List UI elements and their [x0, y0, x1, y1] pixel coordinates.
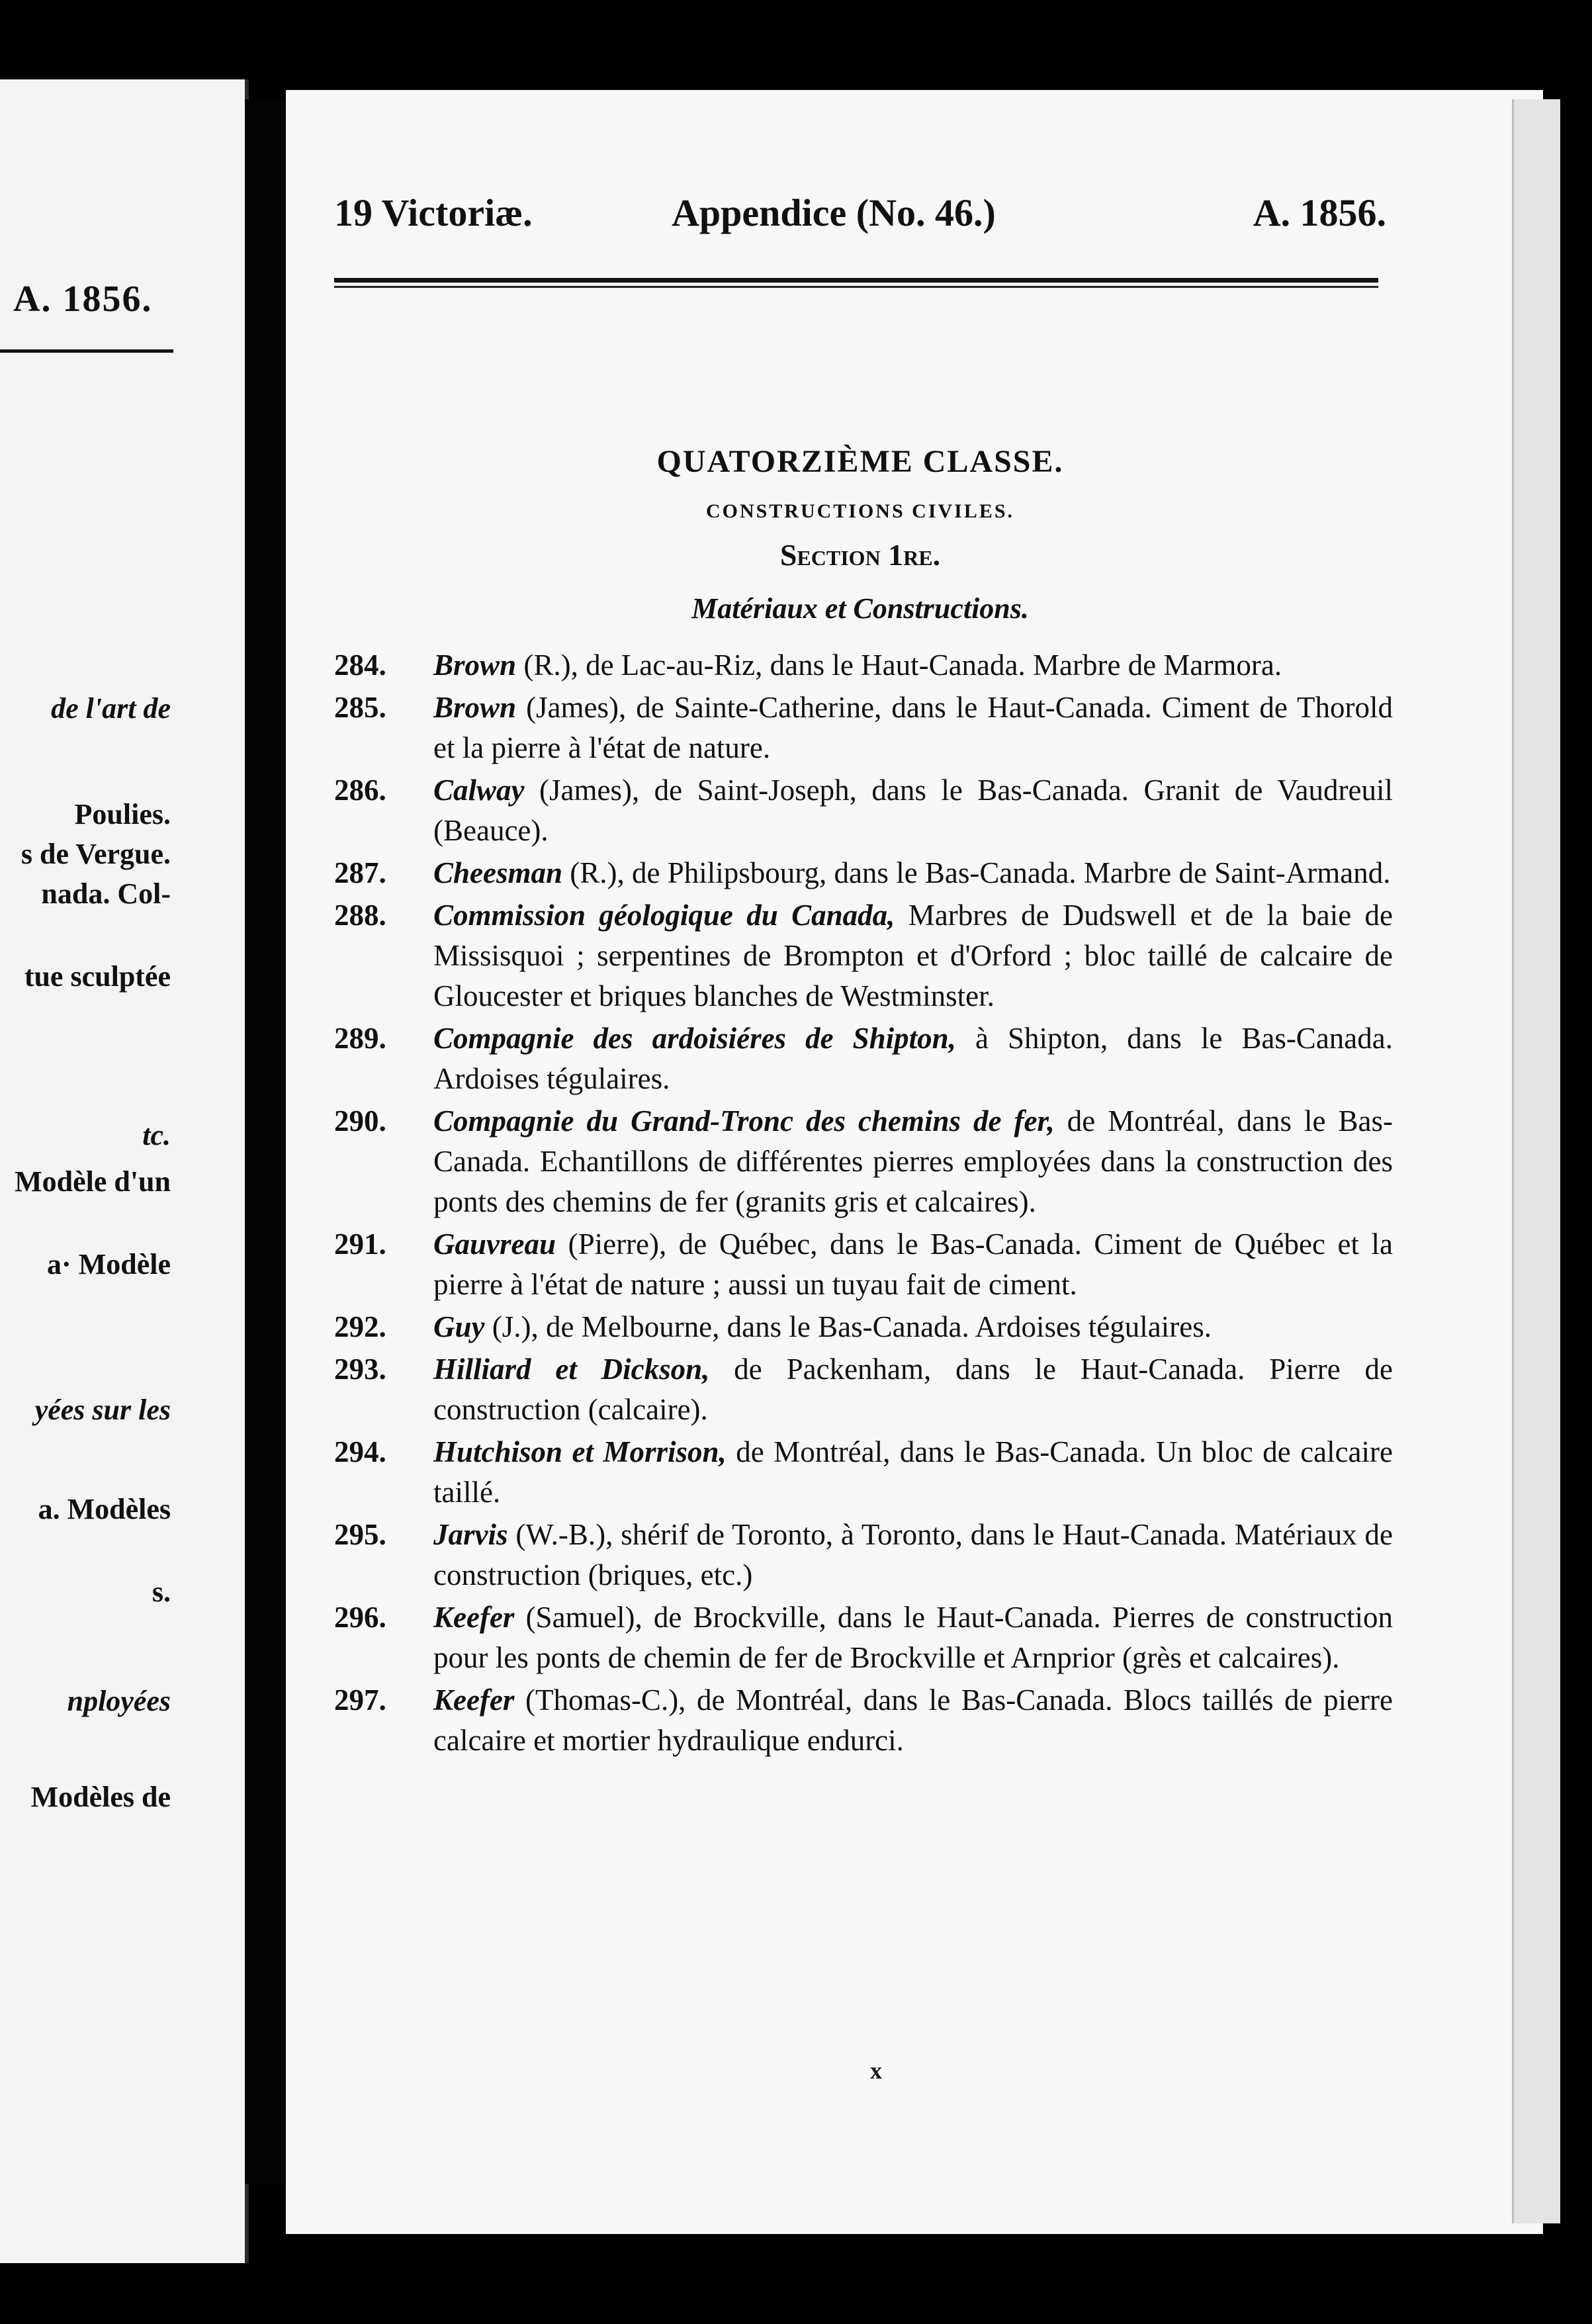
- entry-description: (James), de Saint-Joseph, dans le Bas-Canada. Granit de Vaudreuil (Beauce).: [433, 774, 1393, 847]
- entry-number: 297.: [334, 1683, 386, 1717]
- left-fragment-line: de l'art de: [51, 692, 171, 725]
- entry-number: 296.: [334, 1601, 386, 1634]
- entry-description: de Montréal, dans le Bas-Canada. Echantillons de différentes pierres employées dans la construction des ponts des chemins de fer (granits gris et calcaires).: [433, 1104, 1393, 1218]
- entry-number: 286.: [334, 774, 386, 807]
- entry-number: 291.: [334, 1228, 386, 1261]
- entry-exhibitor-name: Hutchison et Morrison,: [433, 1435, 727, 1468]
- catalog-entry: [334, 853, 1393, 893]
- entry-exhibitor-name: Cheesman: [433, 856, 563, 889]
- left-fragment-line: tue sculptée: [24, 960, 171, 993]
- left-fragment-line: nployées: [67, 1685, 171, 1717]
- entry-number: 294.: [334, 1435, 386, 1468]
- left-fragment-line: Modèles de: [30, 1781, 171, 1813]
- entry-exhibitor-name: Guy: [433, 1310, 485, 1343]
- catalog-entry: [334, 1307, 1393, 1347]
- left-fragment-line: tc.: [142, 1119, 171, 1151]
- entry-exhibitor-name: Jarvis: [433, 1518, 508, 1551]
- entry-description: (W.-B.), shérif de Toronto, à Toronto, dans le Haut-Canada. Matériaux de construction (briques, etc.): [433, 1518, 1393, 1591]
- entry-number: 284.: [334, 648, 386, 682]
- entry-exhibitor-name: Brown: [433, 648, 517, 682]
- entry-exhibitor-name: Gauvreau: [433, 1228, 556, 1261]
- entry-number: 287.: [334, 856, 386, 889]
- entry-description: (R.), de Lac-au-Riz, dans le Haut-Canada. Marbre de Marmora.: [516, 648, 1282, 682]
- catalog-entry: [334, 1349, 1393, 1430]
- catalog-entry: [334, 645, 1393, 686]
- entry-description: Marbres de Dudswell et de la baie de Missisquoi ; serpentines de Brompton et d'Orford ; bloc taillé de calcaire de Gloucester et briques blanches de Westminster.: [433, 899, 1393, 1012]
- header-rule-thin: [334, 286, 1378, 288]
- left-fragment-line: a· Modèle: [47, 1248, 171, 1280]
- page-edge: [1512, 99, 1560, 2223]
- left-page-rule: [0, 349, 173, 353]
- catalog-entry: [334, 1515, 1393, 1595]
- catalog-entry: [334, 1018, 1393, 1099]
- left-fragment-line: Modèle d'un: [15, 1165, 171, 1198]
- entry-description: (James), de Sainte-Catherine, dans le Haut-Canada. Ciment de Thorold et la pierre à l'état de nature.: [433, 691, 1393, 764]
- entry-description: (J.), de Melbourne, dans le Bas-Canada. Ardoises tégulaires.: [484, 1310, 1212, 1343]
- entry-exhibitor-name: Keefer: [433, 1683, 515, 1717]
- section-title: Section 1re.: [779, 538, 941, 572]
- footer-signature-mark: x: [870, 2057, 882, 2084]
- catalog-entry: [334, 1101, 1393, 1222]
- running-head-center: Appendice (No. 46.): [672, 191, 996, 234]
- left-page-fragment: [0, 79, 249, 2263]
- entry-exhibitor-name: Brown: [433, 691, 517, 724]
- entry-description: de Montréal, dans le Bas-Canada. Un bloc de calcaire taillé.: [433, 1435, 1393, 1509]
- entry-number: 285.: [334, 691, 386, 724]
- catalog-entry: [334, 770, 1393, 851]
- running-head: [334, 191, 1386, 244]
- left-fragment-line: s de Vergue.: [21, 838, 171, 870]
- entry-description: à Shipton, dans le Bas-Canada. Ardoises tégulaires.: [433, 1022, 1393, 1095]
- catalog-entry: [334, 895, 1393, 1016]
- left-fragment-line: s.: [152, 1576, 171, 1608]
- entry-description: (Thomas-C.), de Montréal, dans le Bas-Canada. Blocs taillés de pierre calcaire et mortier hydraulique endurci.: [433, 1683, 1393, 1757]
- left-page-header: A. 1856.: [13, 279, 153, 320]
- running-head-right: A. 1856.: [1253, 191, 1386, 234]
- header-rule-thick: [334, 278, 1378, 283]
- entry-number: 293.: [334, 1353, 386, 1386]
- catalog-entry: [334, 1224, 1393, 1305]
- class-subtitle: CONSTRUCTIONS CIVILES.: [705, 500, 1015, 522]
- catalog-entry: [334, 1432, 1393, 1513]
- catalog-entry: [334, 1680, 1393, 1761]
- entry-list: [334, 645, 1393, 1763]
- entry-number: 288.: [334, 899, 386, 932]
- entry-exhibitor-name: Hilliard et Dickson,: [433, 1353, 710, 1386]
- left-fragment-line: nada. Col-: [41, 877, 171, 910]
- entry-exhibitor-name: Compagnie des ardoisiéres de Shipton,: [433, 1022, 956, 1055]
- entry-number: 290.: [334, 1104, 386, 1138]
- entry-number: 289.: [334, 1022, 386, 1055]
- section-italic-title: Matériaux et Constructions.: [691, 592, 1029, 625]
- entry-number: 292.: [334, 1310, 386, 1343]
- catalog-entry: [334, 1597, 1393, 1678]
- book-gutter: [245, 99, 285, 2184]
- left-fragment-line: Poulies.: [74, 798, 171, 830]
- catalog-entry: [334, 688, 1393, 768]
- entry-number: 295.: [334, 1518, 386, 1551]
- entry-exhibitor-name: Calway: [433, 774, 525, 807]
- entry-description: (Pierre), de Québec, dans le Bas-Canada. Ciment de Québec et la pierre à l'état de nature ; aussi un tuyau fait de ciment.: [433, 1228, 1393, 1301]
- entry-description: de Packenham, dans le Haut-Canada. Pierre de construction (calcaire).: [433, 1353, 1393, 1426]
- left-fragment-line: a. Modèles: [38, 1493, 171, 1525]
- class-title: QUATORZIÈME CLASSE.: [656, 444, 1064, 479]
- running-head-left: 19 Victoriæ.: [334, 191, 533, 234]
- entry-exhibitor-name: Keefer: [433, 1601, 515, 1634]
- entry-exhibitor-name: Commission géologique du Canada,: [433, 899, 895, 932]
- entry-exhibitor-name: Compagnie du Grand-Tronc des chemins de fer,: [433, 1104, 1055, 1138]
- left-fragment-line: yées sur les: [34, 1394, 171, 1426]
- entry-description: (Samuel), de Brockville, dans le Haut-Canada. Pierres de construction pour les ponts de chemin de fer de Brockville et Arnprior (grès et calcaires).: [433, 1601, 1393, 1674]
- entry-description: (R.), de Philipsbourg, dans le Bas-Canada. Marbre de Saint-Armand.: [562, 856, 1391, 889]
